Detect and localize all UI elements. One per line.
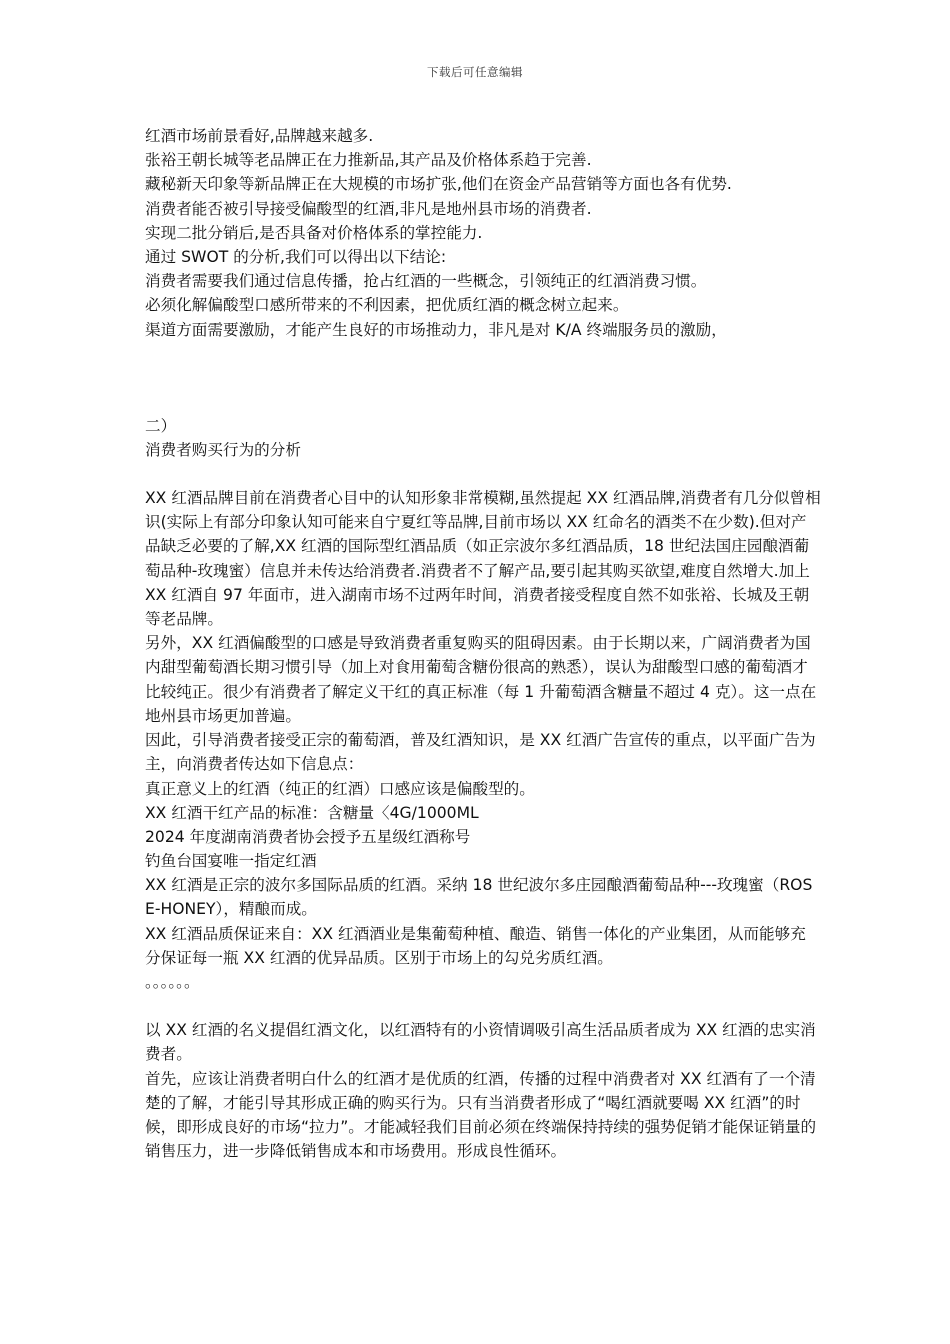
text-line: 藏秘新天印象等新品牌正在大规模的市场扩张,他们在资金产品营销等方面也各有优势. [145,175,732,194]
paragraph: XX 红酒品牌目前在消费者心目中的认知形象非常模糊,虽然提起 XX 红酒品牌,消费者有几分似曾相识(实际上有部分印象认知可能来自宁夏红等品牌,目前市场以 XX 红命名的酒类不在少数).但对产品缺乏必要的了解,XX 红酒的国际型红酒品质（如正宗波尔多红酒品质，18 世纪法国庄园酿酒葡萄品种-玫瑰蜜）信息并未传达给消费者.消费者不了解产品,要引起其购买欲望,难度自然增大.加上 XX 红酒自 97 年面市，进入湖南市场不过两年时间，消费者接受程度自然不如张裕、长城及王朝等老品牌。 [145,489,821,629]
text-line: 消费者需要我们通过信息传播，抢占红酒的一些概念，引领纯正的红酒消费习惯。 [145,272,707,291]
page-header: 下载后可任意编辑 [427,65,523,79]
text-line: 渠道方面需要激励，才能产生良好的市场推动力，非凡是对 K/A 终端服务员的激励， [145,320,727,339]
info-point: XX 红酒干红产品的标准：含糖量〈4G/1000ML [145,803,479,822]
section-title: 消费者购买行为的分析 [145,440,301,459]
info-point: XX 红酒品质保证来自：XX 红酒酒业是集葡萄种植、酿造、销售一体化的产业集团，从而能够充分保证每一瓶 XX 红酒的优异品质。区别于市场上的勾兑劣质红酒。 [145,924,806,967]
info-point: 2024 年度湖南消费者协会授予五星级红酒称号 [145,827,471,846]
text-line: 通过 SWOT 的分析,我们可以得出以下结论: [145,247,447,266]
text-line: 实现二批分销后,是否具备对价格体系的掌控能力. [145,223,483,242]
info-point: 真正意义上的红酒（纯正的红酒）口感应该是偏酸型的。 [145,779,535,798]
paragraph: 以 XX 红酒的名义提倡红酒文化，以红酒特有的小资情调吸引高生活品质者成为 XX 红酒的忠实消费者。 [145,1021,816,1064]
text-line: 张裕王朝长城等老品牌正在力推新品,其产品及价格体系趋于完善. [145,151,592,170]
document-body [145,124,821,1163]
text-line: 消费者能否被引导接受偏酸型的红酒,非凡是地州县市场的消费者. [145,199,592,218]
info-point: XX 红酒是正宗的波尔多国际品质的红酒。采纳 18 世纪波尔多庄园酿酒葡萄品种---玫瑰蜜（ROSE-HONEY），精酿而成。 [145,876,813,919]
ellipsis-dots: 。。。。。。 [145,973,200,992]
info-point: 钓鱼台国宴唯一指定红酒 [145,852,317,871]
text-line: 红酒市场前景看好,品牌越来越多. [145,127,374,145]
spacer [145,994,821,1018]
paragraph: 因此，引导消费者接受正宗的葡萄酒，普及红酒知识，是 XX 红酒广告宣传的重点，以平面广告为主，向消费者传达如下信息点： [145,731,816,774]
paragraph: 另外，XX 红酒偏酸型的口感是导致消费者重复购买的阻碍因素。由于长期以来，广阔消费者为国内甜型葡萄酒长期习惯引导（加上对食用葡萄含糖份很高的熟悉），误认为甜酸型口感的葡萄酒才比较纯正。很少有消费者了解定义干红的真正标准（每 1 升葡萄酒含糖量不超过 4 克）。这一点在地州县市场更加普遍。 [145,634,817,725]
spacer [145,462,821,486]
spacer [145,342,821,390]
section-number: 二） [145,416,177,435]
text-line: 必须化解偏酸型口感所带来的不利因素，把优质红酒的概念树立起来。 [145,296,629,315]
paragraph: 首先，应该让消费者明白什么的红酒才是优质的红酒，传播的过程中消费者对 XX 红酒有了一个清楚的了解，才能引导其形成正确的购买行为。只有当消费者形成了“喝红酒就要喝 XX 红酒”的时候，即形成良好的市场“拉力”。才能减轻我们目前必须在终端保持持续的强势促销才能保证销量的销售压力，进一步降低销售成本和市场费用。形成良性循环。 [145,1069,817,1161]
